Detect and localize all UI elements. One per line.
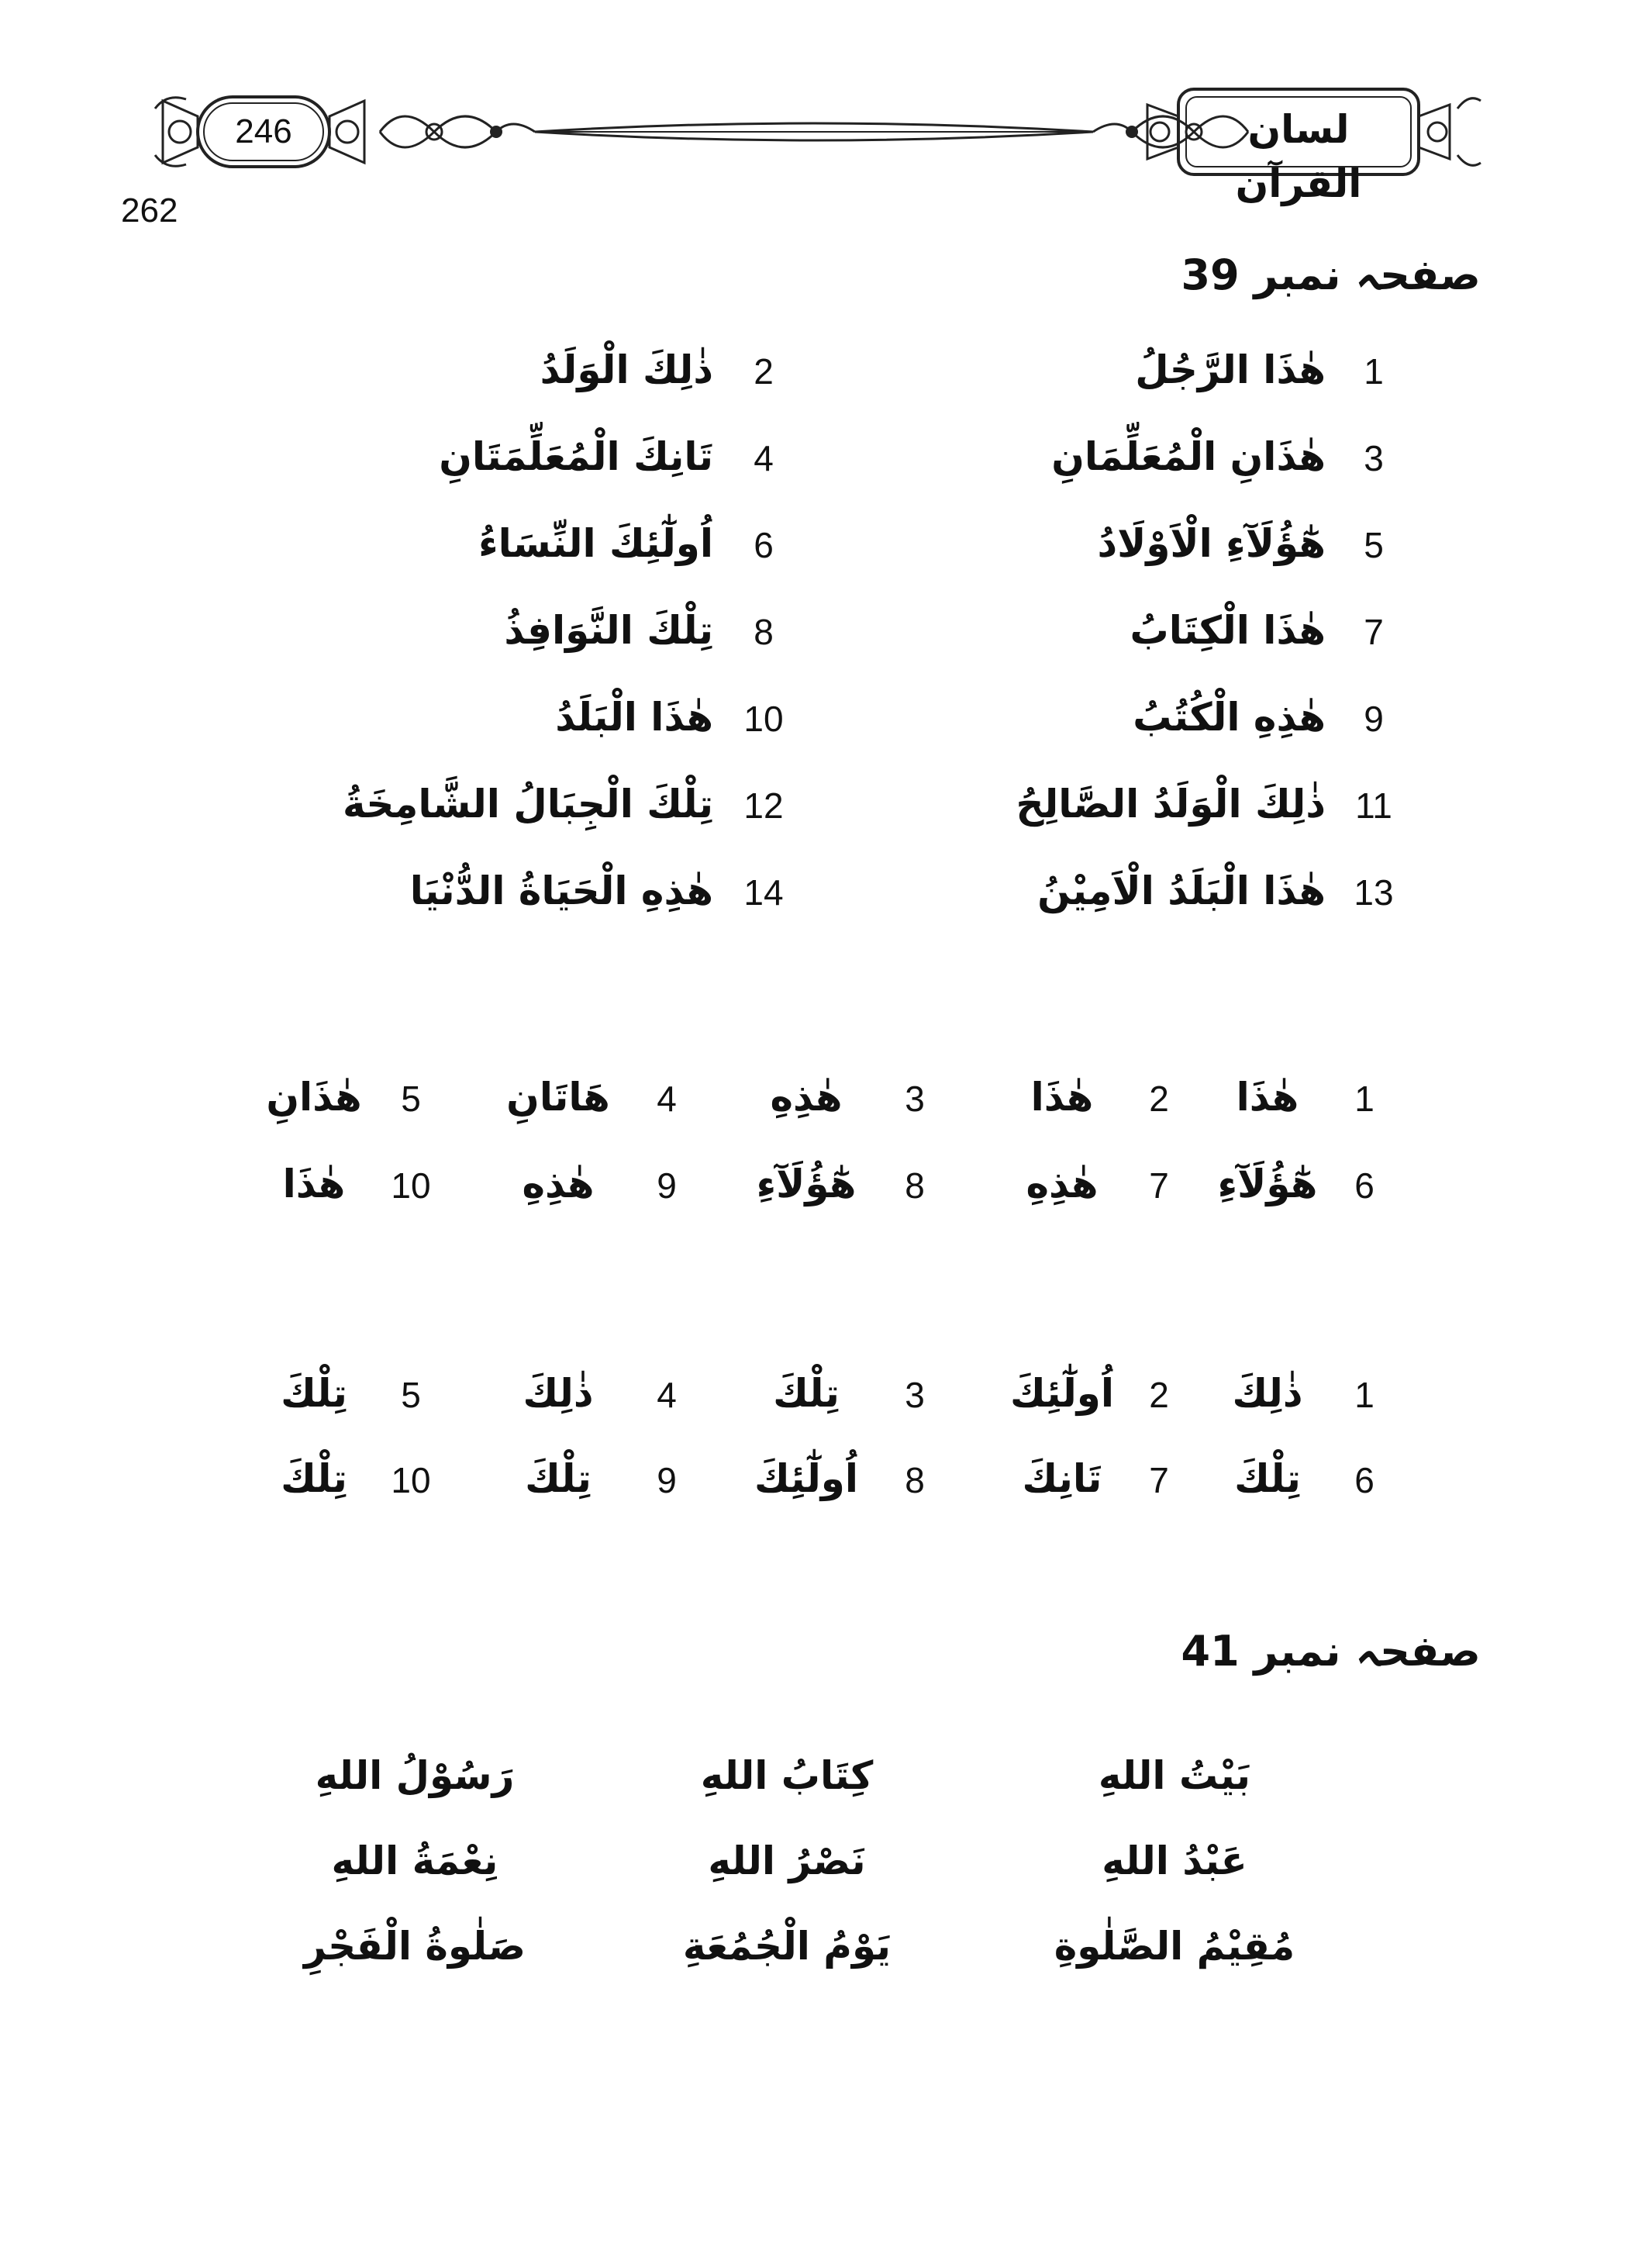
item-number: 5 <box>401 1079 421 1119</box>
arabic-phrase: يَوْمُ الْجُمُعَةِ <box>682 1924 892 1969</box>
arabic-phrase: صَلٰوةُ الْفَجْرِ <box>303 1924 526 1969</box>
item-number: 5 <box>401 1375 421 1415</box>
item-number: 1 <box>1354 1079 1374 1119</box>
item-number: 6 <box>1354 1460 1374 1500</box>
item-number: 14 <box>743 872 784 913</box>
item-number: 11 <box>1355 785 1392 826</box>
arabic-word: تِلْكَ <box>773 1371 840 1416</box>
arabic-phrase: تِلْكَ النَّوَافِذُ <box>504 608 713 653</box>
arabic-word: تِلْكَ <box>1234 1456 1301 1501</box>
item-number: 9 <box>657 1460 677 1500</box>
item-number: 1 <box>1354 1375 1374 1415</box>
arabic-phrase: رَسُوْلُ اللهِ <box>315 1753 515 1798</box>
arabic-word: هٰذِهِ <box>522 1162 595 1206</box>
item-number: 13 <box>1354 872 1394 913</box>
arabic-word: هٰذَا <box>282 1162 346 1206</box>
item-number: 8 <box>754 612 774 652</box>
arabic-phrase: هٰذَا الْبَلَدُ <box>555 695 713 740</box>
item-number: 12 <box>743 785 784 826</box>
arabic-phrase: ذٰلِكَ الْوَلَدُ الصَّالِحُ <box>1016 782 1326 827</box>
arabic-phrase: هٰذَا الْكِتَابُ <box>1130 608 1326 653</box>
item-number: 8 <box>905 1460 925 1500</box>
item-number: 4 <box>657 1375 677 1415</box>
arabic-phrase: هٰذِهِ الْكُتُبُ <box>1133 695 1326 740</box>
arabic-word: هٰذَا <box>1236 1075 1299 1120</box>
arabic-phrase: بَيْتُ اللهِ <box>1098 1753 1251 1798</box>
section-heading-39: صفحہ نمبر 39 <box>1181 250 1481 299</box>
arabic-phrase: ذٰلِكَ الْوَلَدُ <box>540 347 713 392</box>
item-number: 8 <box>905 1165 925 1206</box>
arabic-word: اُولٰٓئِكَ <box>1010 1371 1114 1416</box>
item-number: 7 <box>1149 1165 1169 1206</box>
arabic-word: تِلْكَ <box>281 1456 347 1501</box>
item-number: 3 <box>905 1079 925 1119</box>
item-number: 4 <box>754 438 774 478</box>
arabic-phrase: هٰذَا الْبَلَدُ الْاَمِيْنُ <box>1037 868 1326 913</box>
arabic-phrase: تَانِكَ الْمُعَلِّمَتَانِ <box>439 434 713 479</box>
item-number: 5 <box>1364 525 1384 565</box>
item-number: 10 <box>743 699 784 739</box>
arabic-phrase: هٰذِهِ الْحَيَاةُ الدُّنْيَا <box>409 868 713 913</box>
item-number: 2 <box>1149 1375 1169 1415</box>
arabic-phrase: كِتَابُ اللهِ <box>700 1753 874 1798</box>
arabic-word: ذٰلِكَ <box>1232 1371 1303 1416</box>
book-title: لسان القرآن <box>1235 107 1362 206</box>
arabic-phrase: هٰٓؤُلَآءِ الْاَوْلَادُ <box>1097 521 1326 566</box>
arabic-word: اُولٰٓئِكَ <box>754 1456 858 1501</box>
item-number: 10 <box>391 1460 431 1500</box>
page-number: 246 <box>235 112 292 150</box>
stamped-page-number: 262 <box>121 192 178 230</box>
item-number: 7 <box>1149 1460 1169 1500</box>
arabic-word: هٰٓؤُلَآءِ <box>756 1162 857 1206</box>
item-number: 1 <box>1364 351 1384 392</box>
arabic-word: ذٰلِكَ <box>523 1371 594 1416</box>
item-number: 6 <box>1354 1165 1374 1206</box>
item-number: 4 <box>657 1079 677 1119</box>
arabic-phrase: تِلْكَ الْجِبَالُ الشَّامِخَةُ <box>343 782 713 827</box>
arabic-word: تِلْكَ <box>281 1371 347 1416</box>
arabic-word: هَاتَانِ <box>506 1075 610 1120</box>
arabic-phrase: عَبْدُ اللهِ <box>1102 1838 1247 1883</box>
item-number: 2 <box>1149 1079 1169 1119</box>
arabic-phrase: مُقِيْمُ الصَّلٰوةِ <box>1054 1924 1295 1969</box>
arabic-word: هٰٓؤُلَآءِ <box>1217 1162 1318 1206</box>
item-number: 9 <box>1364 699 1384 739</box>
arabic-phrase: نِعْمَةُ اللهِ <box>331 1838 498 1883</box>
arabic-word: هٰذَانِ <box>266 1075 362 1120</box>
page-header <box>0 0 1628 206</box>
arabic-phrase: نَصْرُ اللهِ <box>708 1838 866 1883</box>
arabic-word: تِلْكَ <box>525 1456 592 1501</box>
item-number: 9 <box>657 1165 677 1206</box>
arabic-word: هٰذِهِ <box>1026 1162 1099 1206</box>
item-number: 3 <box>1364 438 1384 478</box>
item-number: 3 <box>905 1375 925 1415</box>
item-number: 7 <box>1364 612 1384 652</box>
arabic-phrase: اُولٰٓئِكَ النِّسَاءُ <box>478 521 713 566</box>
section-heading-41: صفحہ نمبر 41 <box>1181 1627 1481 1676</box>
arabic-word: هٰذَا <box>1030 1075 1094 1120</box>
arabic-phrase: هٰذَا الرَّجُلُ <box>1135 347 1326 392</box>
arabic-word: تَانِكَ <box>1022 1456 1102 1501</box>
item-number: 2 <box>754 351 774 392</box>
arabic-word: هٰذِهِ <box>770 1075 843 1120</box>
item-number: 6 <box>754 525 774 565</box>
item-number: 10 <box>391 1165 431 1206</box>
arabic-phrase: هٰذَانِ الْمُعَلِّمَانِ <box>1051 434 1326 479</box>
